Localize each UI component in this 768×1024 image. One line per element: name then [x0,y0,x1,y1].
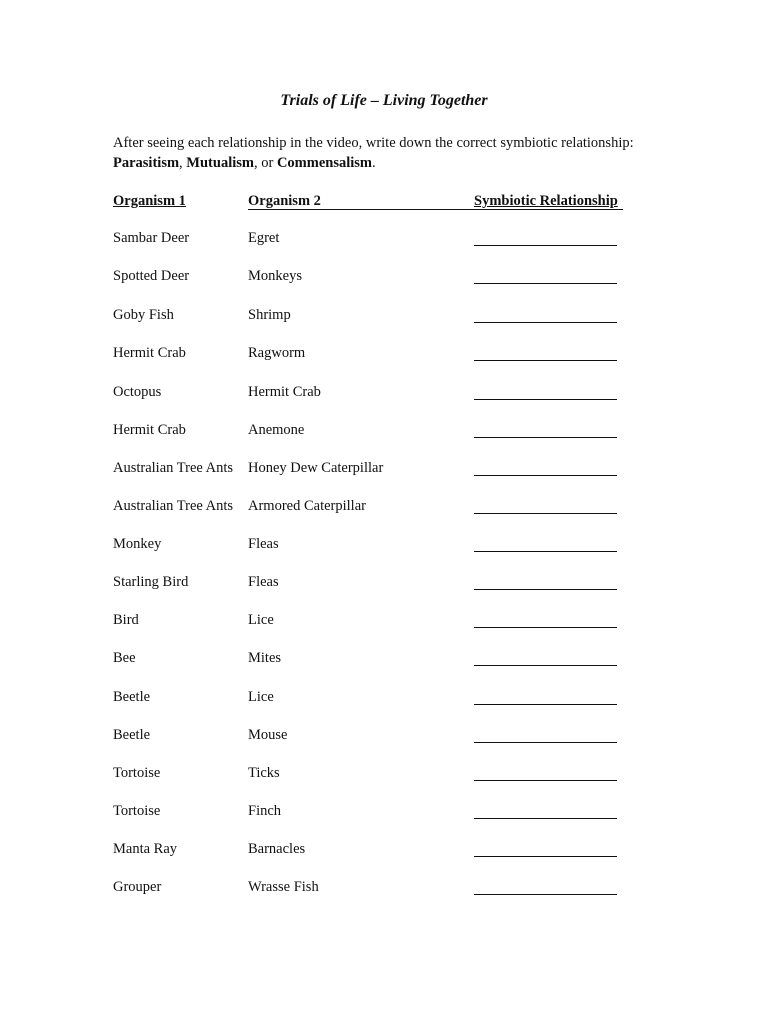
answer-blank[interactable] [474,437,617,438]
organism-1-cell: Bird [113,612,139,628]
organism-1-cell: Grouper [113,879,162,895]
organism-1-cell: Hermit Crab [113,345,186,361]
instructions-end: . [372,155,376,171]
table-row [113,841,633,861]
organism-1-cell: Tortoise [113,765,161,781]
answer-blank[interactable] [474,399,617,400]
table-row [113,422,633,442]
table-row [113,268,633,288]
organism-1-cell: Starling Bird [113,574,189,590]
table-header [113,193,633,211]
table-row [113,498,633,518]
worksheet-title: Trials of Life – Living Together [280,92,488,109]
organism-2-cell: Mouse [248,727,288,743]
answer-blank[interactable] [474,283,617,284]
answer-blank[interactable] [474,665,617,666]
organism-2-cell: Mites [248,650,282,666]
table-row [113,384,633,404]
organism-2-cell: Armored Caterpillar [248,498,366,514]
organism-1-cell: Spotted Deer [113,268,190,284]
table-row [113,612,633,632]
organism-1-cell: Beetle [113,727,151,743]
organism-2-cell: Fleas [248,574,279,590]
table-row [113,230,633,250]
table-row [113,689,633,709]
header-symbiotic-relationship: Symbiotic Relationship [474,193,618,209]
header-organism-2: Organism 2 [248,193,321,209]
organism-2-cell: Fleas [248,536,279,552]
table-row [113,460,633,480]
organism-2-cell: Egret [248,230,280,246]
answer-blank[interactable] [474,856,617,857]
organism-2-cell: Lice [248,689,274,705]
table-row [113,879,633,899]
table-row [113,307,633,327]
answer-blank[interactable] [474,704,617,705]
answer-blank[interactable] [474,818,617,819]
organism-2-cell: Honey Dew Caterpillar [248,460,384,476]
organism-2-cell: Wrasse Fish [248,879,319,895]
answer-blank[interactable] [474,627,617,628]
answer-blank[interactable] [474,551,617,552]
answer-blank[interactable] [474,360,617,361]
answer-blank[interactable] [474,589,617,590]
option-commensalism: Commensalism [276,155,372,171]
answer-blank[interactable] [474,475,617,476]
table-row [113,574,633,594]
answer-blank[interactable] [474,894,617,895]
option-mutualism: Mutualism [186,155,254,171]
organism-1-cell: Goby Fish [113,307,174,323]
organism-1-cell: Sambar Deer [113,230,190,246]
answer-blank[interactable] [474,742,617,743]
answer-blank[interactable] [474,780,617,781]
header-organism-1: Organism 1 [113,193,186,209]
organism-2-cell: Lice [248,612,274,628]
organism-1-cell: Manta Ray [113,841,178,857]
table-row [113,765,633,785]
organism-1-cell: Hermit Crab [113,422,186,438]
table-row [113,345,633,365]
organism-1-cell: Bee [113,650,136,666]
organism-2-cell: Monkeys [248,268,302,284]
answer-blank[interactable] [474,322,617,323]
instructions [113,133,693,173]
table-row [113,803,633,823]
organism-1-cell: Beetle [113,689,151,705]
table-row [113,650,633,670]
organism-1-cell: Australian Tree Ants [113,460,234,476]
organism-2-cell: Shrimp [248,307,291,323]
table-row [113,536,633,556]
instructions-text: After seeing each relationship in the video, write down the correct symbiotic relationship: [113,135,634,151]
table-row [113,727,633,747]
option-parasitism: Parasitism [113,155,180,171]
organism-1-cell: Octopus [113,384,162,400]
organism-2-cell: Ragworm [248,345,306,361]
instructions-sep-2: , or [253,155,277,171]
answer-blank[interactable] [474,245,617,246]
organism-2-cell: Hermit Crab [248,384,321,400]
answer-blank[interactable] [474,513,617,514]
organism-2-cell: Ticks [248,765,280,781]
organism-2-cell: Finch [248,803,282,819]
organism-2-cell: Anemone [248,422,305,438]
organism-1-cell: Tortoise [113,803,161,819]
instructions-sep-1: , [179,155,187,171]
organism-2-cell: Barnacles [248,841,306,857]
organism-1-cell: Australian Tree Ants [113,498,234,514]
organism-1-cell: Monkey [113,536,162,552]
